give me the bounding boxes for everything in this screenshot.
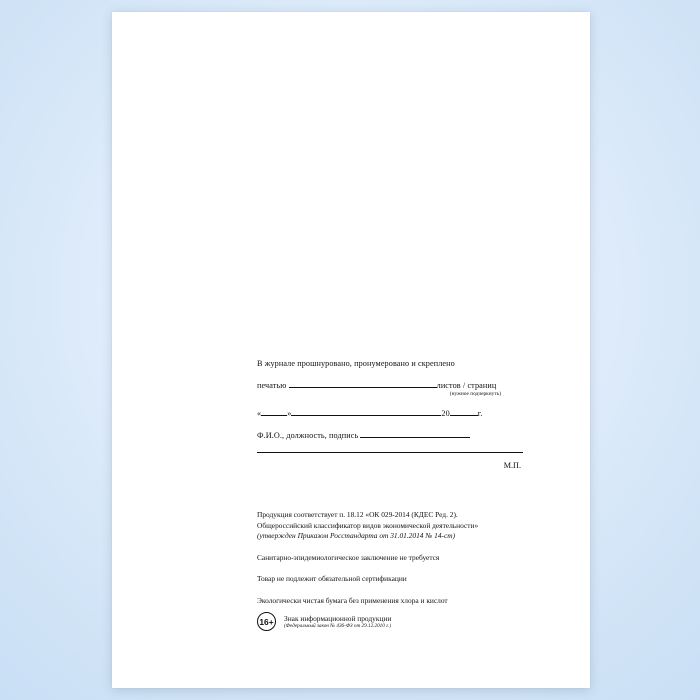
page-content [112,12,590,688]
age-mark-law-reference: (Федеральный закон № 436-ФЗ от 29.12.2010 г.) [284,622,392,629]
sheets-pages-label: листов / страниц [436,381,497,390]
year-suffix: г. [477,409,483,418]
date-line [257,407,557,420]
seal-label: печатью [257,381,287,390]
date-month-rule [291,415,441,416]
signature-line [257,429,557,442]
stamp-place-label: М.П. [503,461,521,470]
signature-second-rule [257,452,523,453]
seal-blank-rule [289,387,437,388]
date-day-rule [261,415,287,416]
date-year-rule [450,415,478,416]
underline-hint-note: (нужное подчеркнуть) [449,391,501,397]
okved-line-3: (утвержден Приказом Росстандарта от 31.01.2014 № 14-ст) [257,531,456,540]
age-rating-badge-icon: 16+ [257,612,276,631]
date-close-quote: » [287,409,292,418]
okved-line-1: Продукция соответствует п. 18.12 «ОК 029-2014 (КДЕС Ред. 2). [257,510,458,519]
age-mark-title: Знак информационной продукции [284,613,392,623]
sanitary-conclusion-line: Санитарно-эпидемиологическое заключение не требуется [257,552,440,562]
document-page [112,12,590,688]
signature-blank-rule [360,437,470,438]
certification-line: Товар не подлежит обязательной сертификации [257,574,407,583]
year-prefix: 20 [441,409,450,418]
okved-line-2: Общероссийский классификатор видов экономической деятельности» [257,520,479,530]
date-open-quote: « [257,409,262,418]
age-mark-row [257,612,391,631]
journal-certification-block [257,357,557,470]
age-mark-text [284,614,391,630]
journal-statement-line: В журнале прошнуровано, пронумеровано и скреплено [257,359,455,368]
product-info-block [257,510,567,606]
signature-label: Ф.И.О., должность, подпись [257,431,359,440]
eco-paper-line: Экологически чистая бумага без применения хлора и кислот [257,595,448,605]
